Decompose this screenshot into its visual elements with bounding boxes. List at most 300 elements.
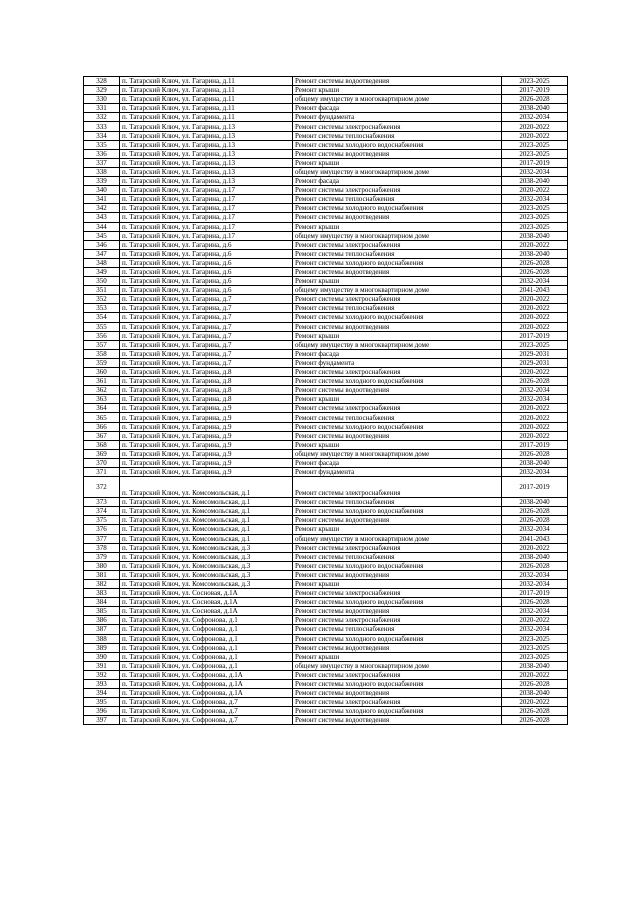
work-type-cell: Ремонт системы теплоснабжения [293,552,502,561]
period-cell: 2032-2034 [502,579,568,588]
row-number: 333 [84,122,120,131]
period-cell: 2017-2019 [502,589,568,598]
work-type-cell: Ремонт крыши [293,277,502,286]
row-number: 353 [84,304,120,313]
work-type-cell: Ремонт фасада [293,349,502,358]
address-cell: п. Татарский Ключ, ул. Комсомольская, д.1 [120,477,293,498]
period-cell: 2023-2025 [502,643,568,652]
address-cell: п. Татарский Ключ, ул. Комсомольская, д.1 [120,525,293,534]
address-cell: п. Татарский Ключ, ул. Софронова, д.1 [120,661,293,670]
table-row [84,498,568,507]
row-number: 363 [84,395,120,404]
table-row [84,561,568,570]
work-type-cell: Ремонт системы водоотведения [293,607,502,616]
address-cell: п. Татарский Ключ, ул. Гагарина, д.13 [120,177,293,186]
row-number: 356 [84,331,120,340]
work-type-cell: Ремонт системы холодного водоснабжения [293,258,502,267]
address-cell: п. Татарский Ключ, ул. Гагарина, д.8 [120,395,293,404]
period-cell: 2020-2022 [502,616,568,625]
period-cell: 2032-2034 [502,386,568,395]
row-number: 387 [84,625,120,634]
address-cell: п. Татарский Ключ, ул. Сосновая, д.1А [120,607,293,616]
work-type-cell: Ремонт крыши [293,579,502,588]
row-number: 328 [84,77,120,86]
row-number: 393 [84,680,120,689]
period-cell: 2032-2034 [502,395,568,404]
period-cell: 2023-2025 [502,213,568,222]
work-type-cell: Ремонт системы водоотведения [293,213,502,222]
work-type-cell: Ремонт системы водоотведения [293,689,502,698]
row-number: 376 [84,525,120,534]
table-row [84,680,568,689]
table-row [84,222,568,231]
table-row [84,670,568,679]
work-type-cell: Ремонт системы электроснабжения [293,589,502,598]
address-cell: п. Татарский Ключ, ул. Гагарина, д.6 [120,277,293,286]
table-row [84,295,568,304]
period-cell: 2026-2028 [502,516,568,525]
address-cell: п. Татарский Ключ, ул. Гагарина, д.17 [120,231,293,240]
period-cell: 2029-2031 [502,358,568,367]
address-cell: п. Татарский Ключ, ул. Софронова, д.7 [120,698,293,707]
table-row [84,661,568,670]
period-cell: 2020-2022 [502,304,568,313]
table-row [84,131,568,140]
work-type-cell: Ремонт фундамента [293,468,502,477]
address-cell: п. Татарский Ключ, ул. Софронова, д.1 [120,652,293,661]
address-cell: п. Татарский Ключ, ул. Гагарина, д.11 [120,104,293,113]
address-cell: п. Татарский Ключ, ул. Гагарина, д.8 [120,377,293,386]
row-number: 339 [84,177,120,186]
work-type-cell: Ремонт системы электроснабжения [293,240,502,249]
row-number: 364 [84,404,120,413]
address-cell: п. Татарский Ключ, ул. Комсомольская, д.3 [120,570,293,579]
table-row [84,231,568,240]
address-cell: п. Татарский Ключ, ул. Гагарина, д.7 [120,349,293,358]
row-number: 390 [84,652,120,661]
work-type-cell: Ремонт системы теплоснабжения [293,195,502,204]
work-type-cell: Ремонт системы электроснабжения [293,295,502,304]
period-cell: 2032-2034 [502,277,568,286]
period-cell: 2020-2022 [502,122,568,131]
address-cell: п. Татарский Ключ, ул. Гагарина, д.6 [120,258,293,267]
row-number: 355 [84,322,120,331]
work-type-cell: Ремонт крыши [293,331,502,340]
table-row [84,240,568,249]
table-row [84,149,568,158]
address-cell: п. Татарский Ключ, ул. Гагарина, д.7 [120,313,293,322]
row-number: 383 [84,589,120,598]
table-row [84,377,568,386]
work-type-cell: общему имуществу в многоквартирном доме [293,661,502,670]
table-row [84,698,568,707]
row-number: 395 [84,698,120,707]
address-cell: п. Татарский Ключ, ул. Гагарина, д.11 [120,77,293,86]
address-cell: п. Татарский Ключ, ул. Гагарина, д.6 [120,286,293,295]
address-cell: п. Татарский Ключ, ул. Гагарина, д.13 [120,140,293,149]
work-type-cell: Ремонт системы холодного водоснабжения [293,140,502,149]
row-number: 329 [84,86,120,95]
address-cell: п. Татарский Ключ, ул. Гагарина, д.7 [120,358,293,367]
address-cell: п. Татарский Ключ, ул. Гагарина, д.7 [120,340,293,349]
period-cell: 2020-2022 [502,295,568,304]
row-number: 362 [84,386,120,395]
work-type-cell: Ремонт системы холодного водоснабжения [293,422,502,431]
address-cell: п. Татарский Ключ, ул. Гагарина, д.9 [120,431,293,440]
table-row [84,122,568,131]
address-cell: п. Татарский Ключ, ул. Гагарина, д.11 [120,86,293,95]
table-row [84,707,568,716]
period-cell: 2020-2022 [502,131,568,140]
address-cell: п. Татарский Ключ, ул. Гагарина, д.7 [120,322,293,331]
period-cell: 2023-2025 [502,634,568,643]
period-cell: 2038-2040 [502,104,568,113]
period-cell: 2020-2022 [502,413,568,422]
work-type-cell: Ремонт фасада [293,177,502,186]
period-cell: 2032-2034 [502,113,568,122]
table-row [84,616,568,625]
work-type-cell: Ремонт системы водоотведения [293,570,502,579]
period-cell: 2023-2025 [502,149,568,158]
work-type-cell: Ремонт системы холодного водоснабжения [293,561,502,570]
work-type-cell: общему имуществу в многоквартирном доме [293,231,502,240]
table-row [84,213,568,222]
work-type-cell: Ремонт системы теплоснабжения [293,413,502,422]
address-cell: п. Татарский Ключ, ул. Гагарина, д.9 [120,468,293,477]
row-number: 340 [84,186,120,195]
period-cell: 2020-2022 [502,543,568,552]
table-row [84,716,568,725]
address-cell: п. Татарский Ключ, ул. Комсомольская, д.1 [120,507,293,516]
period-cell: 2026-2028 [502,598,568,607]
work-type-cell: Ремонт системы электроснабжения [293,670,502,679]
period-cell: 2032-2034 [502,607,568,616]
table-row [84,267,568,276]
row-number: 341 [84,195,120,204]
row-number: 375 [84,516,120,525]
address-cell: п. Татарский Ключ, ул. Софронова, д.1 [120,616,293,625]
row-number: 352 [84,295,120,304]
address-cell: п. Татарский Ключ, ул. Гагарина, д.6 [120,249,293,258]
row-number: 378 [84,543,120,552]
work-type-cell: Ремонт системы теплоснабжения [293,131,502,140]
table-row [84,689,568,698]
period-cell: 2026-2028 [502,95,568,104]
table-row [84,431,568,440]
table-row [84,440,568,449]
table-row [84,340,568,349]
period-cell: 2026-2028 [502,707,568,716]
work-type-cell: Ремонт крыши [293,525,502,534]
period-cell: 2020-2022 [502,431,568,440]
address-cell: п. Татарский Ключ, ул. Софронова, д.1 [120,625,293,634]
work-type-cell: Ремонт крыши [293,86,502,95]
table-row [84,277,568,286]
period-cell: 2029-2031 [502,349,568,358]
work-type-cell: Ремонт системы водоотведения [293,516,502,525]
work-type-cell: Ремонт системы электроснабжения [293,543,502,552]
address-cell: п. Татарский Ключ, ул. Софронова, д.1А [120,689,293,698]
address-cell: п. Татарский Ключ, ул. Сосновая, д.1А [120,589,293,598]
table-row [84,358,568,367]
row-number: 374 [84,507,120,516]
address-cell: п. Татарский Ключ, ул. Гагарина, д.17 [120,195,293,204]
address-cell: п. Татарский Ключ, ул. Сосновая, д.1А [120,598,293,607]
work-type-cell: Ремонт системы холодного водоснабжения [293,634,502,643]
period-cell: 2020-2022 [502,240,568,249]
row-number: 366 [84,422,120,431]
address-cell: п. Татарский Ключ, ул. Гагарина, д.8 [120,368,293,377]
address-cell: п. Татарский Ключ, ул. Софронова, д.1 [120,643,293,652]
row-number: 344 [84,222,120,231]
period-cell: 2023-2025 [502,140,568,149]
address-cell: п. Татарский Ключ, ул. Гагарина, д.7 [120,304,293,313]
row-number: 388 [84,634,120,643]
period-cell: 2020-2022 [502,698,568,707]
table-row [84,304,568,313]
period-cell: 2038-2040 [502,231,568,240]
row-number: 368 [84,440,120,449]
work-type-cell: Ремонт крыши [293,440,502,449]
row-number: 342 [84,204,120,213]
address-cell: п. Татарский Ключ, ул. Гагарина, д.8 [120,386,293,395]
period-cell: 2032-2034 [502,625,568,634]
table-row [84,386,568,395]
work-type-cell: Ремонт системы электроснабжения [293,404,502,413]
period-cell: 2032-2034 [502,468,568,477]
period-cell: 2026-2028 [502,507,568,516]
table-row [84,643,568,652]
address-cell: п. Татарский Ключ, ул. Комсомольская, д.3 [120,552,293,561]
period-cell: 2026-2028 [502,377,568,386]
work-type-cell: Ремонт системы холодного водоснабжения [293,377,502,386]
table-row [84,349,568,358]
work-type-cell: Ремонт системы водоотведения [293,149,502,158]
period-cell: 2038-2040 [502,689,568,698]
period-cell: 2026-2028 [502,680,568,689]
address-cell: п. Татарский Ключ, ул. Гагарина, д.9 [120,404,293,413]
address-cell: п. Татарский Ключ, ул. Гагарина, д.7 [120,295,293,304]
table-row [84,570,568,579]
table-row [84,331,568,340]
address-cell: п. Татарский Ключ, ул. Гагарина, д.13 [120,122,293,131]
table-row [84,104,568,113]
table-row [84,607,568,616]
table-row [84,579,568,588]
table-row [84,95,568,104]
period-cell: 2020-2022 [502,670,568,679]
table-row [84,634,568,643]
address-cell: п. Татарский Ключ, ул. Комсомольская, д.3 [120,579,293,588]
table-row [84,413,568,422]
address-cell: п. Татарский Ключ, ул. Гагарина, д.9 [120,422,293,431]
work-type-cell: Ремонт системы водоотведения [293,431,502,440]
work-type-cell: Ремонт системы водоотведения [293,386,502,395]
table-row [84,449,568,458]
work-type-cell: Ремонт системы водоотведения [293,716,502,725]
row-number: 367 [84,431,120,440]
address-cell: п. Татарский Ключ, ул. Гагарина, д.11 [120,95,293,104]
row-number: 354 [84,313,120,322]
table-row [84,652,568,661]
work-type-cell: Ремонт системы электроснабжения [293,477,502,498]
table-row [84,589,568,598]
address-cell: п. Татарский Ключ, ул. Софронова, д.7 [120,716,293,725]
period-cell: 2026-2028 [502,561,568,570]
work-type-cell: Ремонт системы теплоснабжения [293,249,502,258]
row-number: 380 [84,561,120,570]
period-cell: 2023-2025 [502,222,568,231]
table-row [84,322,568,331]
table-row [84,458,568,467]
row-number: 350 [84,277,120,286]
period-cell: 2041-2043 [502,534,568,543]
row-number: 335 [84,140,120,149]
table-row [84,249,568,258]
row-number: 379 [84,552,120,561]
address-cell: п. Татарский Ключ, ул. Гагарина, д.7 [120,331,293,340]
period-cell: 2020-2022 [502,186,568,195]
period-cell: 2017-2019 [502,158,568,167]
work-type-cell: Ремонт крыши [293,395,502,404]
row-number: 358 [84,349,120,358]
row-number: 331 [84,104,120,113]
table-row [84,543,568,552]
work-type-cell: Ремонт системы электроснабжения [293,186,502,195]
period-cell: 2038-2040 [502,498,568,507]
table-row [84,286,568,295]
period-cell: 2041-2043 [502,286,568,295]
address-cell: п. Татарский Ключ, ул. Гагарина, д.13 [120,149,293,158]
row-number: 345 [84,231,120,240]
row-number: 357 [84,340,120,349]
row-number: 370 [84,458,120,467]
work-type-cell: Ремонт фундамента [293,113,502,122]
work-type-cell: Ремонт системы холодного водоснабжения [293,598,502,607]
period-cell: 2032-2034 [502,525,568,534]
address-cell: п. Татарский Ключ, ул. Гагарина, д.9 [120,449,293,458]
work-type-cell: общему имуществу в многоквартирном доме [293,449,502,458]
period-cell: 2026-2028 [502,449,568,458]
table-row [84,395,568,404]
work-type-cell: Ремонт системы холодного водоснабжения [293,204,502,213]
address-cell: п. Татарский Ключ, ул. Гагарина, д.13 [120,131,293,140]
address-cell: п. Татарский Ключ, ул. Гагарина, д.6 [120,267,293,276]
work-type-cell: Ремонт системы водоотведения [293,643,502,652]
table-row [84,313,568,322]
address-cell: п. Татарский Ключ, ул. Гагарина, д.11 [120,113,293,122]
row-number: 330 [84,95,120,104]
address-cell: п. Татарский Ключ, ул. Комсомольская, д.3 [120,543,293,552]
period-cell: 2020-2022 [502,368,568,377]
period-cell: 2017-2019 [502,331,568,340]
row-number: 381 [84,570,120,579]
address-cell: п. Татарский Ключ, ул. Гагарина, д.13 [120,158,293,167]
period-cell: 2020-2022 [502,422,568,431]
row-number: 369 [84,449,120,458]
table-row [84,525,568,534]
work-type-cell: Ремонт крыши [293,158,502,167]
period-cell: 2023-2025 [502,340,568,349]
address-cell: п. Татарский Ключ, ул. Гагарина, д.17 [120,222,293,231]
period-cell: 2017-2019 [502,86,568,95]
work-type-cell: общему имуществу в многоквартирном доме [293,167,502,176]
address-cell: п. Татарский Ключ, ул. Гагарина, д.6 [120,240,293,249]
work-type-cell: общему имуществу в многоквартирном доме [293,95,502,104]
work-type-cell: Ремонт фасада [293,458,502,467]
period-cell: 2032-2034 [502,195,568,204]
row-number: 346 [84,240,120,249]
table-row [84,625,568,634]
work-type-cell: общему имуществу в многоквартирном доме [293,286,502,295]
row-number: 349 [84,267,120,276]
table-row [84,177,568,186]
period-cell: 2038-2040 [502,661,568,670]
table-row [84,258,568,267]
period-cell: 2026-2028 [502,716,568,725]
row-number: 347 [84,249,120,258]
row-number: 377 [84,534,120,543]
table-row [84,77,568,86]
work-type-cell: Ремонт системы холодного водоснабжения [293,507,502,516]
row-number: 365 [84,413,120,422]
row-number: 336 [84,149,120,158]
period-cell: 2023-2025 [502,652,568,661]
period-cell: 2020-2022 [502,322,568,331]
work-type-cell: Ремонт системы электроснабжения [293,698,502,707]
row-number: 334 [84,131,120,140]
period-cell: 2020-2022 [502,313,568,322]
table-row [84,204,568,213]
table-row [84,598,568,607]
work-type-cell: Ремонт крыши [293,652,502,661]
row-number: 382 [84,579,120,588]
period-cell: 2020-2022 [502,404,568,413]
table-row [84,186,568,195]
row-number: 360 [84,368,120,377]
work-type-cell: Ремонт фасада [293,104,502,113]
work-type-cell: Ремонт системы водоотведения [293,322,502,331]
work-type-cell: Ремонт системы водоотведения [293,77,502,86]
work-type-cell: Ремонт системы холодного водоснабжения [293,707,502,716]
address-cell: п. Татарский Ключ, ул. Гагарина, д.9 [120,413,293,422]
address-cell: п. Татарский Ключ, ул. Комсомольская, д.1 [120,516,293,525]
address-cell: п. Татарский Ключ, ул. Гагарина, д.17 [120,204,293,213]
address-cell: п. Татарский Ключ, ул. Комсомольская, д.1 [120,498,293,507]
work-type-cell: Ремонт системы водоотведения [293,267,502,276]
row-number: 343 [84,213,120,222]
table-row [84,140,568,149]
period-cell: 2023-2025 [502,204,568,213]
row-number: 359 [84,358,120,367]
work-type-cell: Ремонт системы электроснабжения [293,122,502,131]
work-type-cell: Ремонт системы электроснабжения [293,616,502,625]
address-cell: п. Татарский Ключ, ул. Софронова, д.1 [120,634,293,643]
period-cell: 2017-2019 [502,440,568,449]
work-type-cell: Ремонт системы холодного водоснабжения [293,313,502,322]
period-cell: 2026-2028 [502,267,568,276]
table-row [84,534,568,543]
period-cell: 2032-2034 [502,570,568,579]
period-cell: 2023-2025 [502,77,568,86]
table-row [84,368,568,377]
row-number: 397 [84,716,120,725]
period-cell: 2017-2019 [502,477,568,498]
row-number: 351 [84,286,120,295]
work-type-cell: Ремонт системы электроснабжения [293,368,502,377]
work-type-cell: Ремонт фундамента [293,358,502,367]
repair-schedule-table [83,76,568,725]
